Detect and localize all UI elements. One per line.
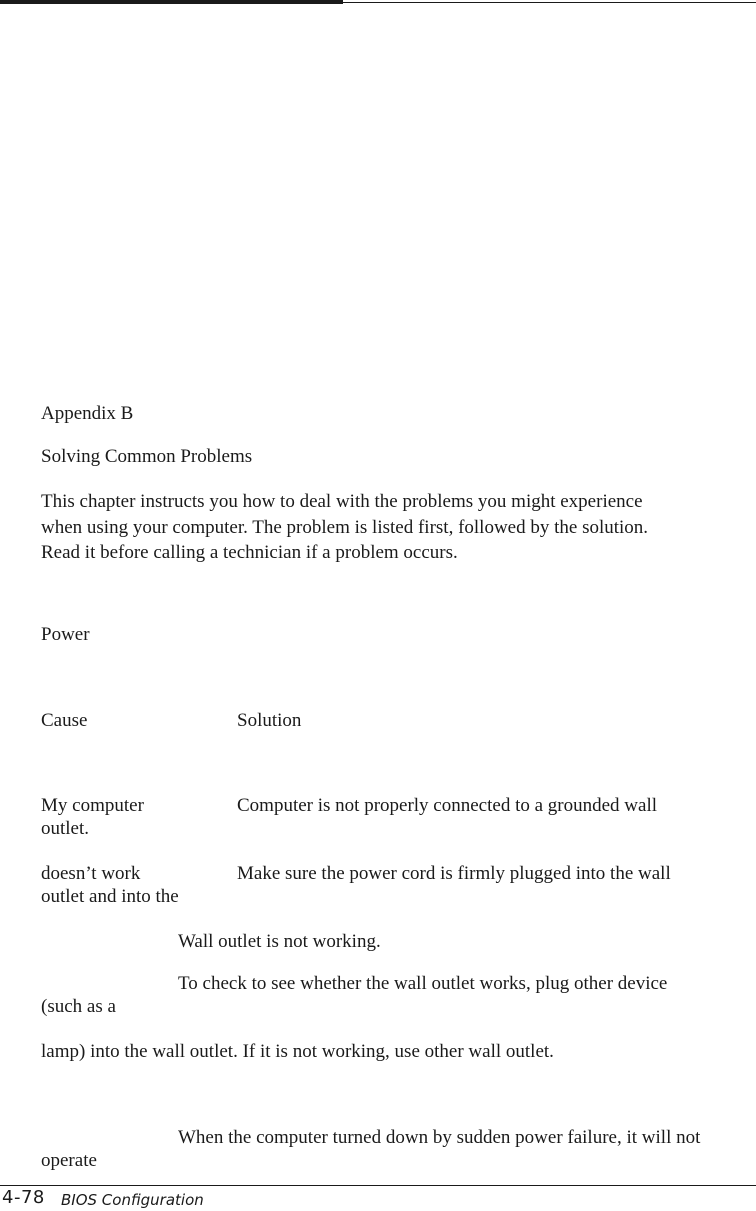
chapter-title: Solving Common Problems [41,446,253,467]
running-title: BIOS Configuration [61,1191,204,1209]
intro-line: This chapter instructs you how to deal with the problems you might experience [41,491,643,512]
column-header-solution: Solution [237,710,302,731]
intro-line: Read it before calling a technician if a problem occurs. [41,542,458,563]
solution-text: Make sure the power cord is firmly plugged into the wall [237,863,671,884]
header-rule-thick [0,0,343,4]
solution-text: To check to see whether the wall outlet works, plug other device [178,973,668,994]
solution-text: outlet and into the [41,886,179,907]
footer-rule [0,1185,756,1186]
solution-text: When the computer turned down by sudden power failure, it will not [178,1127,701,1148]
column-header-cause: Cause [41,710,88,731]
solution-text: Wall outlet is not working. [178,931,381,952]
page-number: 4-78 [2,1187,45,1208]
cause-text: doesn’t work [41,863,141,884]
appendix-label: Appendix B [41,403,134,424]
solution-text: lamp) into the wall outlet. If it is not working, use other wall outlet. [41,1041,554,1062]
solution-text: (such as a [41,996,116,1017]
cause-text: My computer [41,795,144,816]
section-title: Power [41,624,90,645]
solution-text: operate [41,1150,97,1171]
intro-line: when using your computer. The problem is listed first, followed by the solution. [41,516,649,538]
solution-text: Computer is not properly connected to a grounded wall [237,795,658,816]
header-rule-thin [343,2,756,3]
solution-text: outlet. [41,818,90,839]
intro-paragraph [41,489,648,566]
